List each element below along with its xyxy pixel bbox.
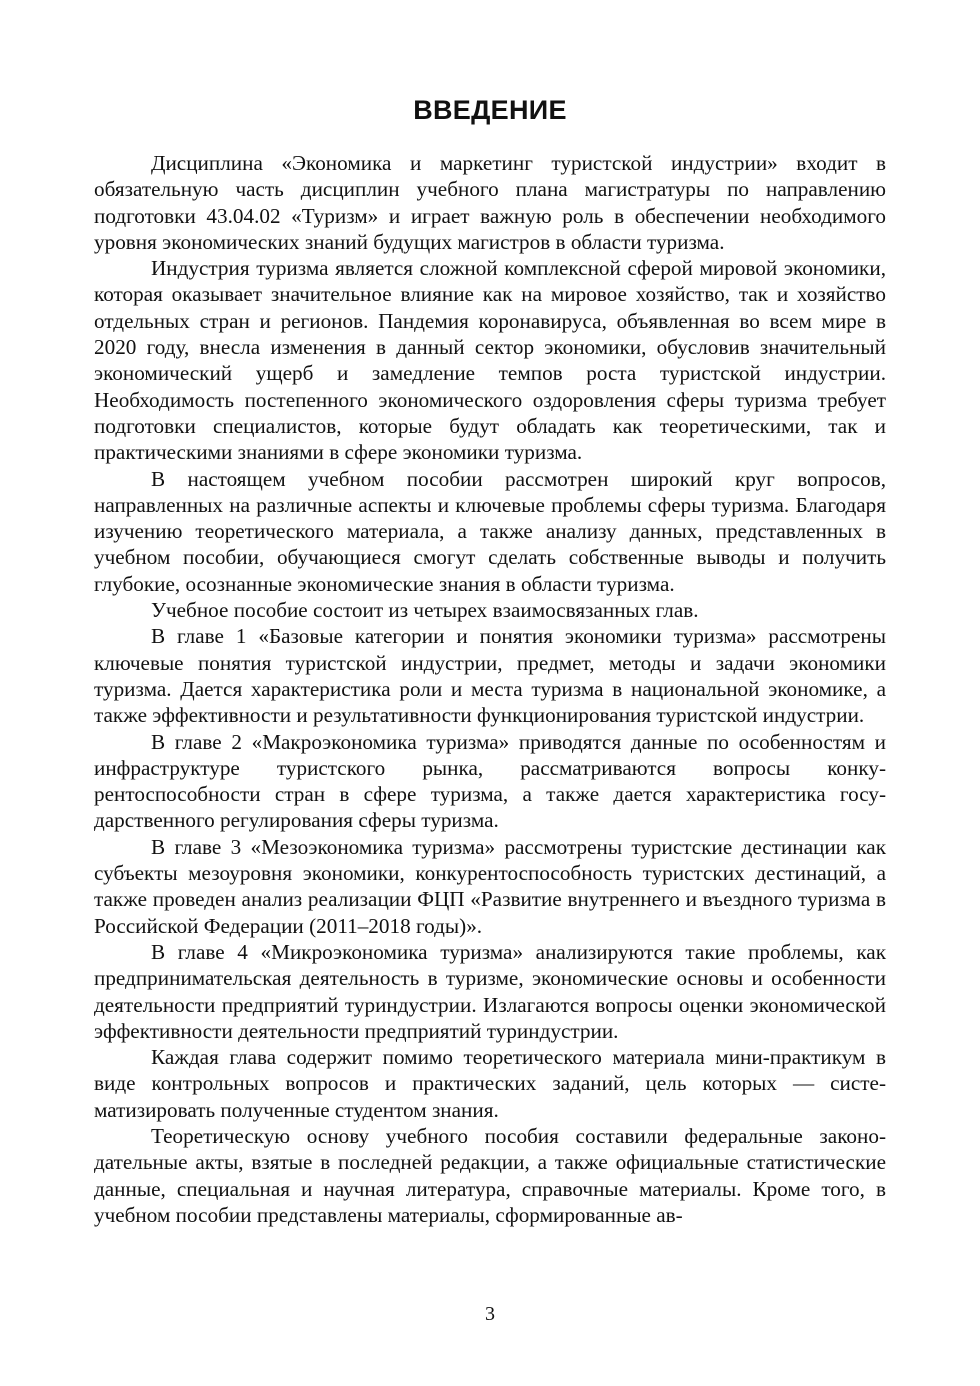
body-text [94,150,886,1228]
paragraph: Индустрия туризма является сложной комплексной сферой мировой экономики, которая оказывает значительное влияние как на мировое хозяйство, так и хозяйство отдельных стран и регионов. Пандемия коронавируса, объявленная во всем мире в 2020 году, внесла изменения в данный сектор экономики, обусловив значительный экономический ущерб и замедление темпов роста туристской индустрии. Необходимость постепенного экономического оздоровления сферы туризма требует подготовки специалистов, которые будут обладать как теоретическими, так и практическими знаниями в сфере экономики туризма. [94,256,886,465]
document-page [94,88,886,1228]
page-number: 3 [485,1303,495,1325]
paragraph: В главе 2 «Макроэкономика туризма» приводятся данные по особенностям и инфраструктуре туристского рынка, рассматриваются вопросы конкурентоспособности стран в сфере туризма, а также дается характеристика государственного регулирования сферы туризма. [94,729,886,833]
paragraph: Теоретическую основу учебного пособия составили федеральные законодательные акты, взятые в последней редакции, а также официальные статистические данные, специальная и научная литература, справочные материалы. Кроме того, в учебном пособии представлены материалы, сформированные ав- [94,1123,886,1227]
page-title: ВВЕДЕНИЕ [413,95,567,125]
paragraph: Учебное пособие состоит из четырех взаимосвязанных глав. [151,598,699,623]
paragraph: В главе 4 «Микроэкономика туризма» анализируются такие проблемы, как предпринимательская деятельность в туризме, экономические основы и особенности деятельности предприятий туриндустрии. Излагаются вопросы оценки экономической эффективности деятельности предприятий туриндустрии. [94,939,886,1043]
paragraph: В главе 3 «Мезоэкономика туризма» рассмотрены туристские дестинации как субъекты мезоуровня экономики, конкурентоспособность туристских дестинаций, а также проведен анализ реализации ФЦП «Развитие внутреннего и въездного туризма в Российской Федерации (2011–2018 годы)». [94,834,886,938]
paragraph: Каждая глава содержит помимо теоретического материала мини-практикум в виде контрольных вопросов и практических заданий, цель которых — систематизировать полученные студентом знания. [94,1045,886,1122]
paragraph: В главе 1 «Базовые категории и понятия экономики туризма» рассмотрены ключевые понятия туристской индустрии, предмет, методы и задачи экономики туризма. Дается характеристика роли и места туризма в национальной экономике, а также эффективности и результативности функционирования туристской индустрии. [94,624,886,728]
paragraph: В настоящем учебном пособии рассмотрен широкий круг вопросов, направленных на различные аспекты и ключевые проблемы сферы туризма. Благодаря изучению теоретического материала, а также анализу данных, представленных в учебном пособии, обучающиеся смогут сделать собственные выводы и получить глубокие, осознанные экономические знания в области туризма. [94,466,886,596]
paragraph: Дисциплина «Экономика и маркетинг туристской индустрии» входит в обязательную часть дисциплин учебного плана магистратуры по направлению подготовки 43.04.02 «Туризм» и играет важную роль в обеспечении необходимого уровня экономических знаний будущих магистров в области туризма. [94,151,886,254]
